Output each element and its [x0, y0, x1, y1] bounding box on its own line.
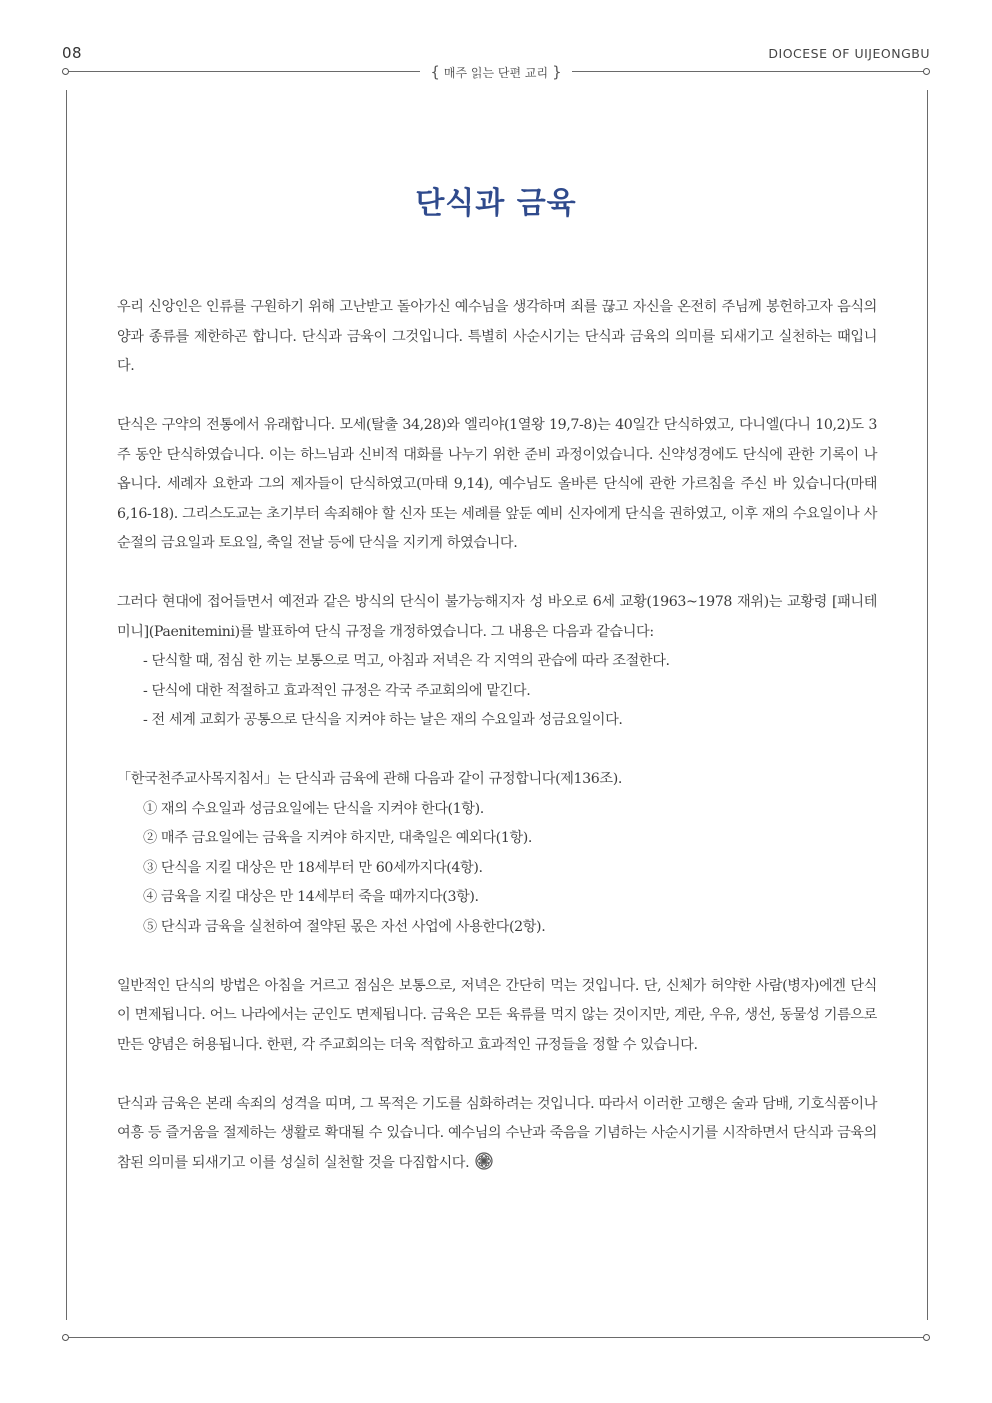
list-item: - 전 세계 교회가 공통으로 단식을 지켜야 하는 날은 재의 수요일과 성금요일이다.: [143, 712, 623, 728]
brace-open: {: [430, 63, 440, 81]
paenitemini-list: [117, 647, 877, 736]
frame-corner-dot-tl: [62, 68, 69, 75]
paragraph-korean-guidelines-intro: 「한국천주교사목지침서」는 단식과 금육에 관해 다음과 같이 규정합니다(제136조).: [117, 771, 622, 787]
frame-bottom-line: [66, 1337, 928, 1338]
list-item: - 단식에 대한 적절하고 효과적인 규정은 각국 주교회의에 맡긴다.: [143, 682, 531, 699]
paragraph-intro: 우리 신앙인은 인류를 구원하기 위해 고난받고 돌아가신 예수님을 생각하며 죄를 끊고 자신을 온전히 주님께 봉헌하고자 음식의 양과 종류를 제한하곤 합니다. 단식과 금육이 그것입니다. 특별히 사순시기는 단식과 금육의 의미를 되새기고 실천하는 때입니다.: [117, 299, 877, 374]
list-item: - 단식할 때, 점심 한 끼는 보통으로 먹고, 아침과 저녁은 각 지역의 관습에 따라 조절한다.: [143, 653, 670, 669]
page-number: 08: [62, 44, 83, 62]
paragraph-paenitemini-intro: 그러다 현대에 접어들면서 예전과 같은 방식의 단식이 불가능해지자 성 바오로 6세 교황(1963~1978 재위)는 교황령 [패니테미니](Paenitemini)를 발표하여 단식 규정을 개정하였습니다. 그 내용은 다음과 같습니다:: [117, 594, 877, 640]
list-item: ⑤ 단식과 금육을 실천하여 절약된 몫은 자선 사업에 사용한다(2항).: [143, 918, 546, 935]
list-item: ① 재의 수요일과 성금요일에는 단식을 지켜야 한다(1항).: [143, 800, 484, 817]
guidelines-list: [117, 795, 877, 943]
brace-close: }: [552, 63, 562, 81]
list-item: ② 매주 금요일에는 금육을 지켜야 하지만, 대축일은 예외다(1항).: [143, 830, 532, 846]
list-item: ③ 단식을 지킬 대상은 만 18세부터 만 60세까지다(4항).: [143, 859, 483, 876]
paragraph-method: 일반적인 단식의 방법은 아침을 거르고 점심은 보통으로, 저녁은 간단히 먹는 것입니다. 단, 신체가 허약한 사람(병자)에겐 단식이 면제됩니다. 어느 나라에서는 군인도 면제됩니다. 금육은 모든 육류를 먹지 않는 것이지만, 계란, 우유, 생선, 동물성 기름으로 만든 양념은 허용됩니다. 한편, 각 주교회의는 더욱 적합하고 효과적인 규정들을 정할 수 있습니다.: [117, 977, 877, 1053]
paragraph-history: 단식은 구약의 전통에서 유래합니다. 모세(탈출 34,28)와 엘리야(1열왕 19,7-8)는 40일간 단식하였고, 다니엘(다니 10,2)도 3주 동안 단식하였습니다. 이는 하느님과 신비적 대화를 나누기 위한 준비 과정이었습니다. 신약성경에도 단식에 관한 기록이 나옵니다. 세례자 요한과 그의 제자들이 단식하였고(마태 9,14), 예수님도 올바른 단식에 관한 가르침을 주신 바 있습니다(마태 6,16-18). 그리스도교는 초기부터 속죄해야 할 신자 또는 세례를 앞둔 예비 신자에게 단식을 권하였고, 이후 재의 수요일이나 사순절의 금요일과 토요일, 축일 전날 등에 단식을 지키게 하였습니다.: [117, 417, 877, 551]
frame-left-line: [66, 90, 67, 1320]
paragraph-conclusion-text: 단식과 금육은 본래 속죄의 성격을 띠며, 그 목적은 기도를 심화하려는 것입니다. 따라서 이러한 고행은 술과 담배, 기호식품이나 여흥 등 즐거움을 절제하는 생활로 확대될 수 있습니다. 예수님의 수난과 죽음을 기념하는 사순시기를 시작하면서 단식과 금육의 참된 의미를 되새기고 이를 성실히 실천할 것을 다짐합시다.: [117, 1095, 877, 1171]
paragraph-paenitemini: [117, 588, 877, 736]
frame-corner-dot-tr: [923, 68, 930, 75]
article-body: [117, 293, 877, 1178]
frame-right-line: [927, 90, 928, 1320]
flower-end-mark-icon: [475, 1152, 493, 1170]
frame-corner-dot-bl: [62, 1334, 69, 1341]
frame-corner-dot-br: [923, 1334, 930, 1341]
section-label-text: 매주 읽는 단편 교리: [443, 66, 549, 80]
page-title: 단식과 금육: [415, 186, 577, 221]
org-name: DIOCESE OF UIJEONGBU: [768, 46, 930, 61]
section-label: [420, 61, 572, 83]
list-item: ④ 금육을 지킬 대상은 만 14세부터 죽을 때까지다(3항).: [143, 889, 479, 905]
paragraph-korean-guidelines: [117, 765, 877, 942]
paragraph-conclusion: [117, 1090, 877, 1179]
